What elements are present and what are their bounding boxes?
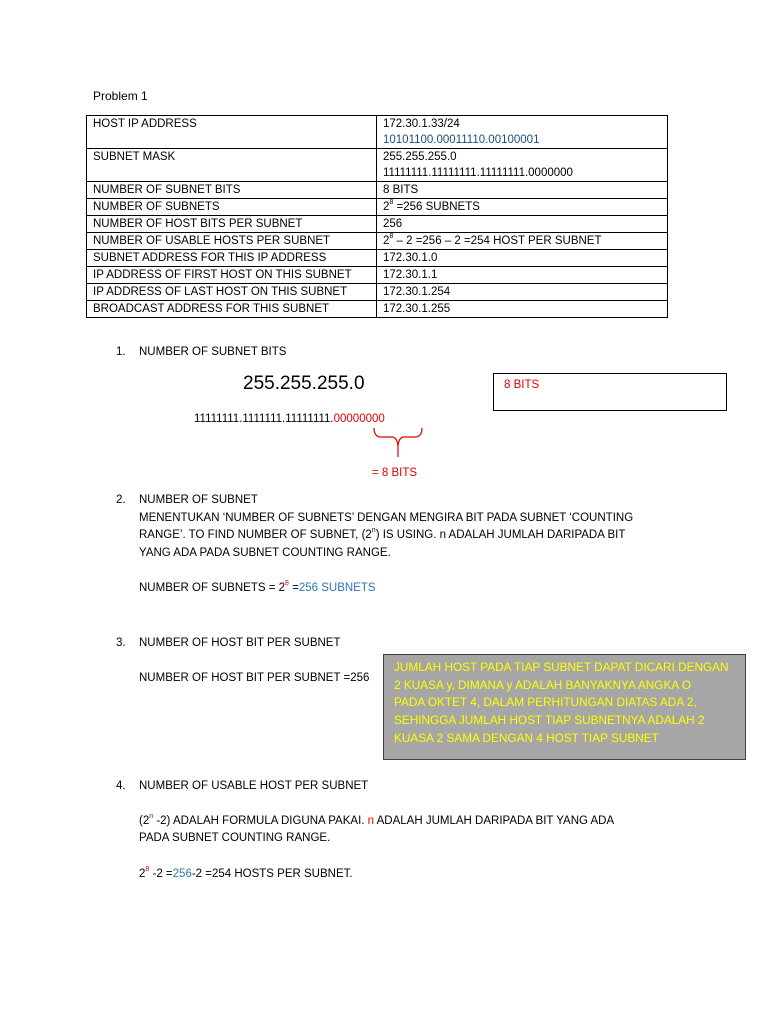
subnet-mask-binary: 11111111.1111111.11111111.00000000 [194,413,385,425]
table-row [87,301,668,318]
table-label: BROADCAST ADDRESS FOR THIS SUBNET [87,301,377,318]
table-row [87,250,668,267]
section-4-line-1: (2$^n$ -2) ADALAH FORMULA DIGUNA PAKAI. n ADALAH JUMLAH DARIPADA BIT YANG ADA [139,813,615,827]
table-label: NUMBER OF HOST BITS PER SUBNET [87,216,377,233]
table-label: NUMBER OF USABLE HOSTS PER SUBNET [87,233,377,250]
table-value: 255.255.255.0 11111111.11111111.11111111.0000000 [377,149,668,182]
answer-box-text: 8 BITS [504,379,540,391]
section-2-line-2: RANGE’. TO FIND NUMBER OF SUBNET, (2$^n$) IS USING. n ADALAH JUMLAH DARIPADA BIT [139,527,626,541]
section-2-formula: NUMBER OF SUBNETS = $2^8 =256$ SUBNETS [139,580,376,594]
section-2-heading: NUMBER OF SUBNET [139,494,258,506]
section-2-number: 2. [116,494,126,506]
problem-title: Problem 1 [93,89,148,103]
section-3-line: NUMBER OF HOST BIT PER SUBNET =256 [139,672,370,684]
table-label: NUMBER OF SUBNETS [87,199,377,216]
table-row [87,284,668,301]
table-row [87,116,668,149]
table-value: 172.30.1.255 [377,301,668,318]
table-label: SUBNET ADDRESS FOR THIS IP ADDRESS [87,250,377,267]
table-value: $2^8 - 2 =256 - 2 =254$ HOST PER SUBNET [377,233,668,250]
table-row [87,149,668,182]
table-label: NUMBER OF SUBNET BITS [87,182,377,199]
section-3-number: 3. [116,637,126,649]
table-value: $2^8 =256$ SUBNETS [377,199,668,216]
section-4-formula: $2^8$ -2 =256-2 =254 HOSTS PER SUBNET. [139,866,353,880]
section-1-heading: NUMBER OF SUBNET BITS [139,346,287,358]
section-4-line-2: PADA SUBNET COUNTING RANGE. [139,832,331,844]
section-4-heading: NUMBER OF USABLE HOST PER SUBNET [139,780,369,792]
table-row [87,199,668,216]
table-value: 172.30.1.0 [377,250,668,267]
section-2-line-1: MENENTUKAN ‘NUMBER OF SUBNETS’ DENGAN MENGIRA BIT PADA SUBNET ‘COUNTING [139,512,634,524]
section-3-heading: NUMBER OF HOST BIT PER SUBNET [139,637,341,649]
answer-box [493,373,727,411]
table-row [87,267,668,284]
section-2-line-3: YANG ADA PADA SUBNET COUNTING RANGE. [139,547,391,559]
brace-icon [366,426,430,460]
table-row [87,182,668,199]
subnet-table [86,115,668,318]
table-label: SUBNET MASK [87,149,377,182]
table-value: 172.30.1.1 [377,267,668,284]
subnet-mask-decimal: 255.255.255.0 [243,373,365,394]
table-label: HOST IP ADDRESS [87,116,377,149]
table-value: 256 [377,216,668,233]
table-row [87,233,668,250]
table-label: IP ADDRESS OF LAST HOST ON THIS SUBNET [87,284,377,301]
note-text: JUMLAH HOST PADA TIAP SUBNET DAPAT DICARI DENGAN 2 KUASA y, DIMANA y ADALAH BANYAKNYA ANGKA O PADA OKTET 4, DALAM PERHITUNGAN DIATAS ADA 2, SEHINGGA JUMLAH HOST TIAP SUBNETNYA ADALAH 2 KUASA 2 SAMA DENGAN 4 HOST TIAP SUBNET [394,660,729,745]
brace-label: = 8 BITS [372,467,418,479]
table-row [87,216,668,233]
table-value: 172.30.1.254 [377,284,668,301]
table-value: 8 BITS [377,182,668,199]
table-value: 172.30.1.33/24 10101100.00011110.00100001 [377,116,668,149]
table-label: IP ADDRESS OF FIRST HOST ON THIS SUBNET [87,267,377,284]
note-box [383,654,746,760]
section-4-number: 4. [116,780,126,792]
section-1-number: 1. [116,346,126,358]
